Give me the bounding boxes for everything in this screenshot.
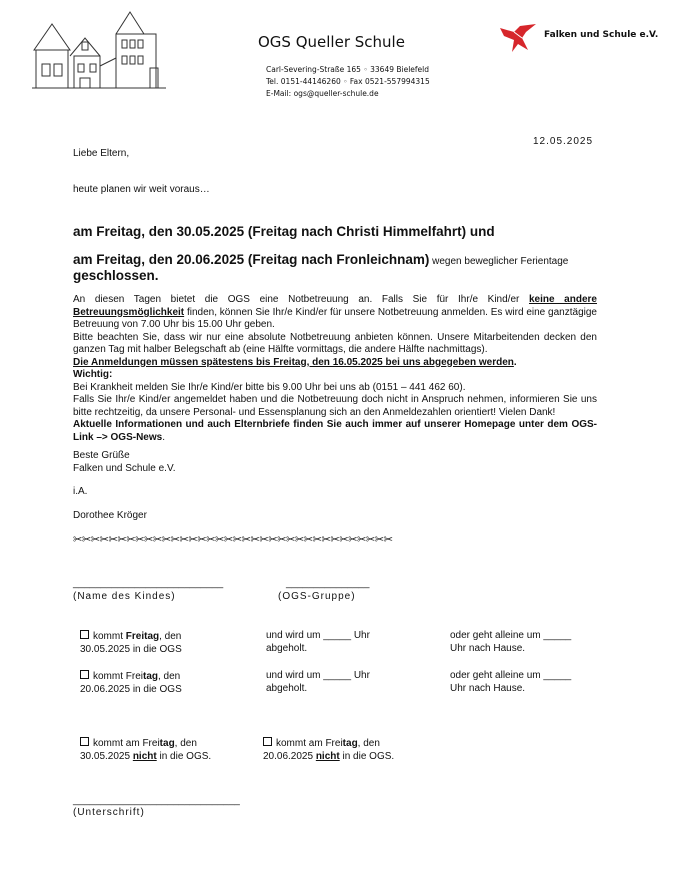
deadline-paragraph (73, 357, 597, 370)
opt1-text-d: 30.05.2025 in die OGS (80, 643, 182, 655)
pickup2-text-b: abgeholt. (266, 682, 308, 694)
salutation: Liebe Eltern, (73, 148, 130, 159)
p5-dot: . (162, 431, 165, 443)
group-line: _______________ (286, 578, 370, 589)
pickup1-text-b: abgeholt. (266, 642, 308, 654)
closure-heading-2-normal: wegen beweglicher Ferientage (429, 256, 569, 267)
alone1-text-a: oder geht alleine um _____ (450, 630, 572, 641)
no1-text-c: , den (174, 738, 197, 749)
paragraph-4: Falls Sie Ihr/e Kind/er angemeldet haben und die Notbetreuung doch nicht in Anspruch nehmen, informieren Sie uns bitte rechtzeitig, da unsere Personal- und Essensplanung sich an den Anmeldezahlen orientiert! Vielen Dank! (73, 394, 597, 418)
opt2-text-d: 20.06.2025 in die OGS (80, 683, 182, 695)
important-label: Wichtig: (73, 369, 113, 380)
checkbox-icon[interactable] (263, 737, 272, 746)
group-label: (OGS-Gruppe) (278, 591, 356, 602)
paragraph-3: Bei Krankheit melden Sie Ihr/e Kind/er bitte bis 9.00 Uhr bei uns ab (0151 – 441 462 60). (73, 381, 466, 393)
school-phone: Tel. 0151-44146260 ◦ Fax 0521-557994315 (266, 77, 430, 86)
p1-emphasis: keine andere Betreuungsmöglichkeit (73, 294, 597, 318)
partner-name: Falken und Schule e.V. (544, 30, 659, 40)
option-not-attend-30-05[interactable] (80, 737, 211, 763)
partner-logo (498, 22, 538, 54)
paragraph-1 (73, 294, 597, 332)
option-not-attend-20-06[interactable] (263, 737, 394, 763)
school-logo (30, 8, 170, 94)
signature-label: (Unterschrift) (73, 807, 145, 818)
checkbox-icon[interactable] (80, 630, 89, 639)
cut-line: ✂✂✂✂✂✂✂✂✂✂✂✂✂✂✂✂✂✂✂✂✂✂✂✂✂✂✂✂✂✂✂✂✂✂✂✂ (73, 533, 393, 546)
pickup-time-30-05[interactable] (266, 630, 370, 655)
opt2-text-c: , den (158, 671, 181, 682)
opt2-text-b: tag (143, 671, 158, 682)
checkbox-icon[interactable] (80, 737, 89, 746)
p5-text: Aktuelle Informationen und auch Elternbriefe finden Sie auch immer auf unserer Homepage unter dem OGS-Link –> OGS-News (73, 419, 597, 443)
paragraph-2: Bitte beachten Sie, dass wir nur eine absolute Notbetreuung anbieten können. Unsere Mitarbeitenden decken den ganzen Tag mit halber Belegschaft ab (eine Hälfte vormittags, die andere Hälfte nachmittags). (73, 331, 597, 355)
pickup2-text-a: und wird um _____ Uhr (266, 670, 370, 681)
no1-text-d: 30.05.2025 (80, 750, 133, 762)
closure-heading-2-bold: am Freitag, den 20.06.2025 (Freitag nach Fronleichnam) (73, 252, 430, 267)
no2-text-c: , den (357, 738, 380, 749)
intro-text: heute planen wir weit voraus… (73, 184, 210, 195)
no1-text-b: tag (159, 738, 175, 749)
child-name-label: (Name des Kindes) (73, 591, 176, 602)
no2-text-d: 20.06.2025 (263, 750, 316, 762)
pickup1-text-a: und wird um _____ Uhr (266, 630, 370, 641)
organization-name: Falken und Schule e.V. (73, 462, 176, 474)
body-text (73, 294, 597, 444)
signature-line: ______________________________ (73, 795, 240, 806)
no1-text-a: kommt am Frei (93, 738, 160, 749)
p1-text-c: finden, können Sie Ihr/e Kind/er für unsere Notbetreuung anmelden. Es wird eine ganztägige Betreuung von 7.00 Uhr bis 15.00 Uhr geben. (73, 306, 597, 330)
deadline-dot: . (513, 356, 517, 368)
signer-name: Dorothee Kröger (73, 510, 147, 521)
deadline-text: Die Anmeldungen müssen spätestens bis Freitag, den 16.05.2025 bei uns abgegeben werden (73, 356, 514, 368)
closing-block (73, 450, 175, 475)
alone2-text-b: Uhr nach Hause. (450, 682, 526, 694)
school-address: Carl-Severing-Straße 165 ◦ 33649 Bielefeld (266, 65, 430, 74)
opt1-text-c: , den (159, 631, 182, 642)
letter-date: 12.05.2025 (533, 136, 594, 147)
school-email: E-Mail: ogs@queller-schule.de (266, 89, 379, 98)
closure-heading-1: am Freitag, den 30.05.2025 (Freitag nach Christi Himmelfahrt) und (73, 224, 495, 239)
checkbox-icon[interactable] (80, 670, 89, 679)
paragraph-5 (73, 419, 597, 444)
alone1-text-b: Uhr nach Hause. (450, 642, 526, 654)
ia-text: i.A. (73, 486, 88, 497)
option-attend-30-05[interactable] (80, 630, 182, 656)
no2-text-b: tag (342, 738, 358, 749)
alone2-text-a: oder geht alleine um _____ (450, 670, 572, 681)
p1-text-a: An diesen Tagen bietet die OGS eine Notbetreuung an. Falls Sie für Ihr/e Kind/er (73, 294, 529, 305)
child-name-line: ___________________________ (73, 578, 224, 589)
opt2-text-a: kommt Frei (93, 671, 143, 682)
school-name: OGS Queller Schule (258, 33, 405, 51)
no2-text-f: in die OGS. (339, 750, 395, 762)
opt1-text-b: Freitag (125, 631, 160, 642)
school-building-icon (30, 8, 170, 94)
alone-time-20-06[interactable] (450, 670, 571, 695)
closure-heading-3: geschlossen. (73, 268, 159, 283)
closing-text: Beste Grüße (73, 450, 130, 461)
red-falcon-icon (498, 22, 538, 54)
no1-text-e: nicht (132, 750, 157, 762)
option-attend-20-06[interactable] (80, 670, 182, 696)
no2-text-e: nicht (315, 750, 340, 762)
no1-text-f: in die OGS. (156, 750, 212, 762)
opt1-text-a: kommt (93, 631, 126, 642)
no2-text-a: kommt am Frei (276, 738, 343, 749)
alone-time-30-05[interactable] (450, 630, 571, 655)
pickup-time-20-06[interactable] (266, 670, 370, 695)
